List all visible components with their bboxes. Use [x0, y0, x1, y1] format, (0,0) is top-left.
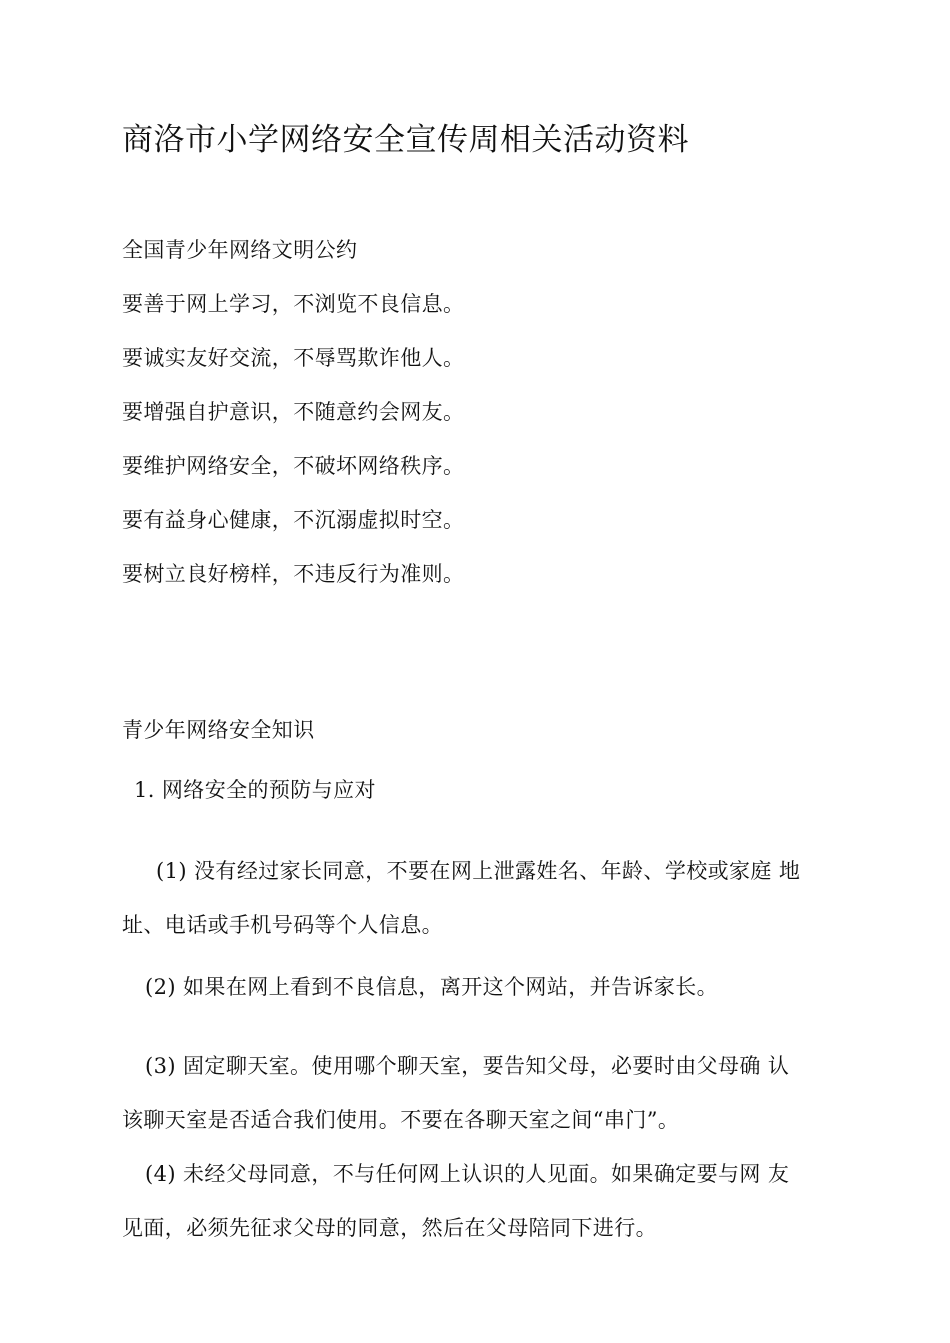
convention-line-1: 要善于网上学习，不浏览不良信息。 — [122, 292, 465, 316]
convention-line-3: 要增强自护意识，不随意约会网友。 — [122, 400, 465, 424]
knowledge-item-1 — [122, 857, 828, 939]
knowledge-item-3-line-2: 该聊天室是否适合我们使用。不要在各聊天室之间“串门”。 — [122, 1108, 680, 1132]
section-heading-1: 1. 网络安全的预防与应对 — [134, 778, 376, 802]
knowledge-item-4 — [122, 1160, 828, 1242]
knowledge-item-1-line-1: (1) 没有经过家长同意，不要在网上泄露姓名、年龄、学校或家庭 地 — [156, 859, 801, 883]
convention-line-5: 要有益身心健康，不沉溺虚拟时空。 — [122, 508, 465, 532]
knowledge-item-2-line-1: (2) 如果在网上看到不良信息，离开这个网站，并告诉家长。 — [145, 975, 719, 999]
convention-line-6: 要树立良好榜样，不违反行为准则。 — [122, 562, 465, 586]
knowledge-item-3-line-1: (3) 固定聊天室。使用哪个聊天室，要告知父母，必要时由父母确 认 — [145, 1054, 790, 1078]
document-title: 商洛市小学网络安全宣传周相关活动资料 — [122, 122, 689, 158]
knowledge-heading: 青少年网络安全知识 — [122, 718, 315, 742]
knowledge-item-2 — [122, 973, 828, 1001]
convention-line-2: 要诚实友好交流，不辱骂欺诈他人。 — [122, 346, 465, 370]
convention-heading: 全国青少年网络文明公约 — [122, 238, 358, 262]
knowledge-item-4-line-1: (4) 未经父母同意，不与任何网上认识的人见面。如果确定要与网 友 — [145, 1162, 790, 1186]
convention-line-4: 要维护网络安全，不破坏网络秩序。 — [122, 454, 465, 478]
knowledge-item-4-line-2: 见面，必须先征求父母的同意，然后在父母陪同下进行。 — [122, 1216, 657, 1240]
knowledge-item-1-line-2: 址、电话或手机号码等个人信息。 — [122, 913, 443, 937]
knowledge-item-3 — [122, 1052, 828, 1134]
